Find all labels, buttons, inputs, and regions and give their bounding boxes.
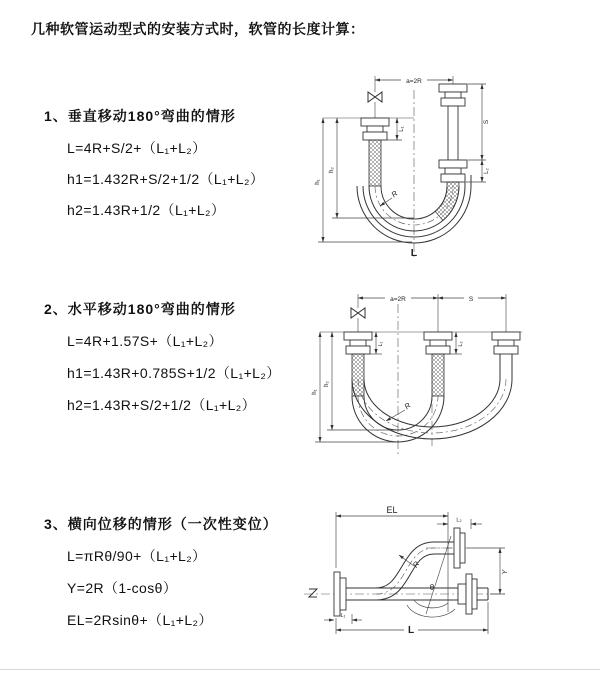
right-pipe xyxy=(435,84,467,221)
left-fitting xyxy=(344,332,372,354)
diagram-lateral-displacement xyxy=(296,502,536,644)
dim-label-l1: L₁ xyxy=(399,126,405,132)
page-title: 几种软管运动型式的安装方式时，软管的长度计算： xyxy=(31,21,365,37)
dim-label-l2: L₂ xyxy=(456,517,462,524)
dim-label-h2: h₂ xyxy=(329,167,335,173)
axis-break-mark xyxy=(309,589,317,597)
dimensions xyxy=(312,294,506,443)
dim-label-el: EL xyxy=(386,505,398,515)
diagram-vertical-move-180-bend xyxy=(309,66,549,262)
section-1-formula-h2: h2=1.43R+1/2（L₁+L₂） xyxy=(67,202,226,218)
section-2-formula-h1: h1=1.43R+0.785S+1/2（L₁+L₂） xyxy=(67,365,281,381)
dim-label-l1: L₁ xyxy=(340,613,346,619)
section-1-formula-h1: h1=1.432R+S/2+1/2（L₁+L₂） xyxy=(67,171,265,187)
dim-label-y: Y xyxy=(502,569,509,575)
braided-hose-left xyxy=(352,354,364,396)
dim-label-r: R xyxy=(410,559,422,570)
right-fitting xyxy=(492,332,520,354)
s-curve-hose-displaced xyxy=(376,542,454,600)
dim-label-l: L xyxy=(407,625,415,636)
section-3-heading: 3、横向位移的情形（一次性变位） xyxy=(44,516,278,532)
left-flange xyxy=(334,572,346,616)
dimensions xyxy=(324,505,509,636)
dim-label-h1: h₁ xyxy=(315,179,321,185)
section-2-formula-l: L=4R+1.57S+（L₁+L₂） xyxy=(67,333,223,349)
left-fitting xyxy=(361,118,389,140)
dim-label-h1: h₁ xyxy=(312,389,318,395)
dim-label-l1: L₁ xyxy=(378,341,384,347)
page-bottom-rule xyxy=(0,669,600,670)
section-2-formula-h2: h2=1.43R+S/2+1/2（L₁+L₂） xyxy=(67,397,257,413)
right-upper-flange xyxy=(454,528,465,568)
section-1-heading: 1、垂直移动180°弯曲的情形 xyxy=(44,108,236,124)
section-2-heading: 2、水平移动180°弯曲的情形 xyxy=(44,301,236,317)
middle-fitting xyxy=(424,332,452,354)
braided-hose-right xyxy=(435,182,459,221)
section-3-formula-l: L=πRθ/90+（L₁+L₂） xyxy=(67,548,207,564)
dim-label-l2: L₂ xyxy=(458,341,464,347)
dim-label-s: S xyxy=(468,295,474,303)
right-pipe-walls xyxy=(500,354,512,379)
dim-label-h2: h₂ xyxy=(324,381,330,387)
right-lower-fitting xyxy=(458,574,488,614)
valve-icon xyxy=(368,92,382,102)
dim-label-a2r: a=2R xyxy=(390,295,406,303)
dim-label-l: L xyxy=(410,247,418,259)
dim-label-s: S xyxy=(483,119,490,125)
braided-hose-middle xyxy=(432,354,444,396)
section-3-formula-y: Y=2R（1-cosθ） xyxy=(67,580,178,596)
dim-label-theta: θ xyxy=(429,583,435,592)
section-1-formula-l: L=4R+S/2+（L₁+L₂） xyxy=(67,140,207,156)
dim-label-r: R xyxy=(389,188,400,200)
braided-hose-left xyxy=(369,140,381,186)
dim-label-r: R xyxy=(402,400,413,412)
section-3-formula-el: EL=2Rsinθ+（L₁+L₂） xyxy=(67,612,213,628)
dim-label-l2: L₂ xyxy=(484,168,490,174)
valve-icon xyxy=(351,308,365,318)
dim-label-a2r: a=2R xyxy=(406,77,422,85)
diagram-horizontal-move-180-bend xyxy=(310,284,540,460)
